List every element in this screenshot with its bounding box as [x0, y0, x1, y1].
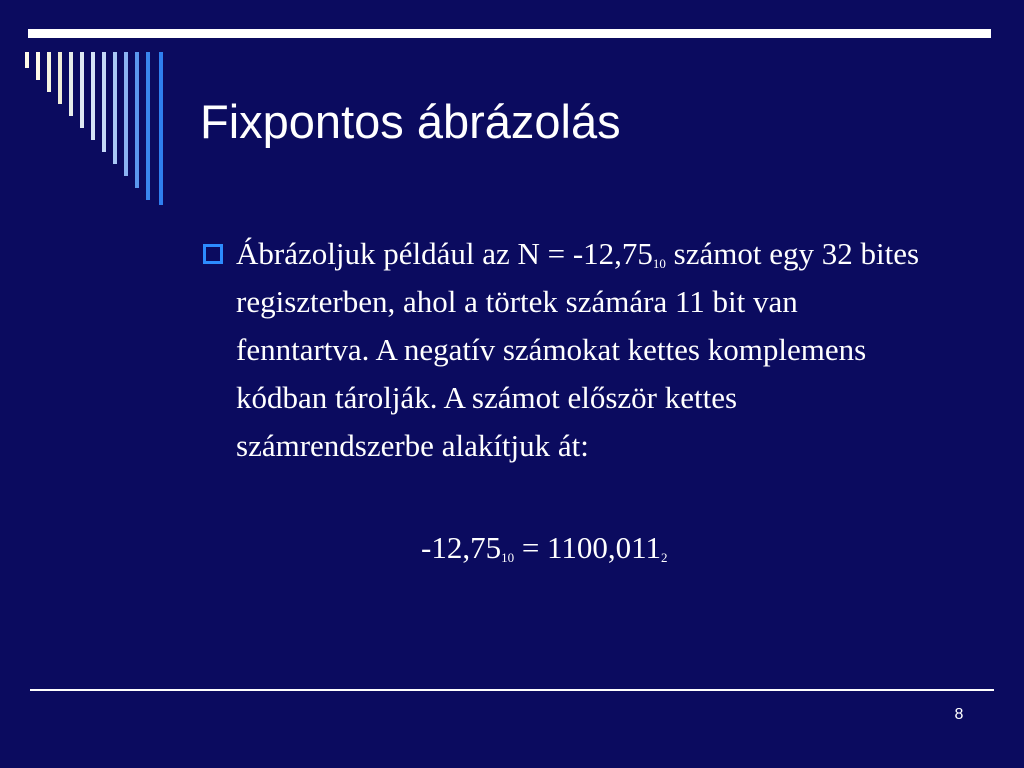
bottom-rule [30, 689, 994, 691]
bullet-paragraph [236, 230, 936, 470]
equation-middle: = 1100,011 [514, 530, 662, 565]
slide-title: Fixpontos ábrázolás [200, 95, 621, 148]
bullet-text-rest: számot egy 32 bites regiszterben, ahol a törtek számára 11 bit van fenntartva. A negatív számokat kettes komplemens kódban tárolják. A számot először kettes számrendszerbe alakítjuk át: [236, 236, 920, 463]
equation-left-subscript: 10 [501, 550, 515, 565]
equation-right-subscript: 2 [661, 550, 668, 565]
bullet-text-start: Ábrázoljuk például az N = -12,75 [236, 236, 653, 271]
bullet-square-icon [203, 244, 223, 264]
subscript-base-10: 10 [652, 256, 666, 271]
equation-left: -12,75 [421, 530, 502, 565]
page-number: 8 [954, 706, 964, 723]
decorative-stripes [0, 0, 200, 220]
conversion-equation [421, 524, 668, 572]
